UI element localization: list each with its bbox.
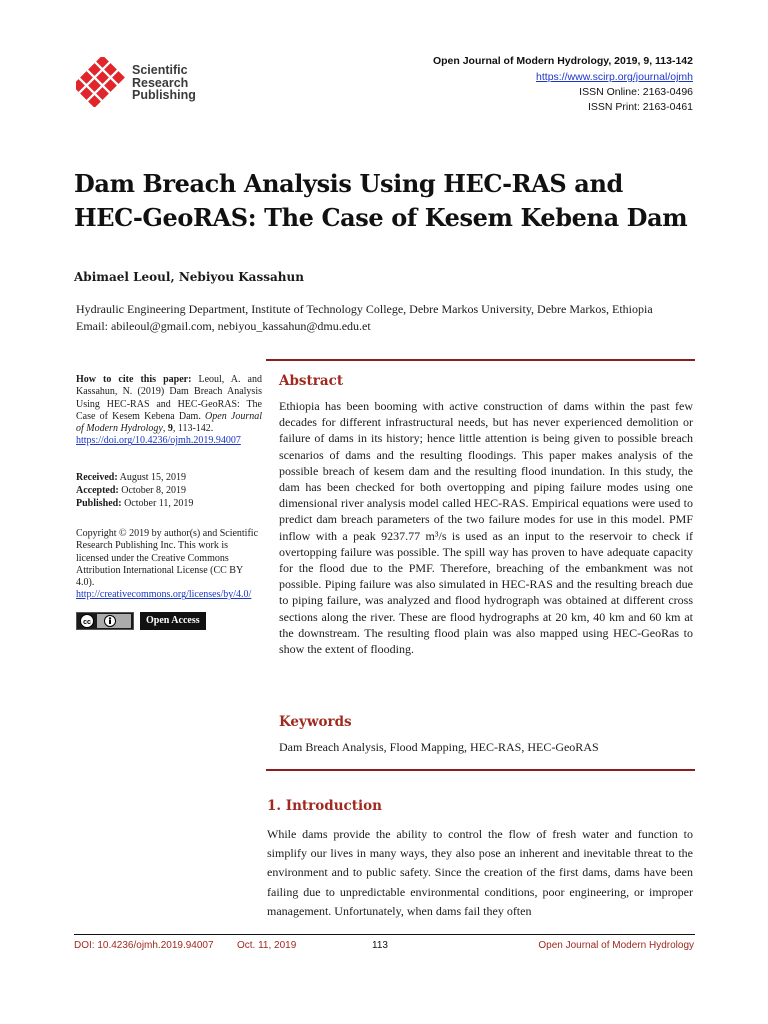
- footer-doi: DOI: 10.4236/ojmh.2019.94007: [74, 940, 214, 951]
- publisher-name-line: Publishing: [132, 88, 196, 102]
- issn-online: ISSN Online: 2163-0496: [579, 86, 693, 98]
- issn-print: ISSN Print: 2163-0461: [587, 101, 693, 113]
- page-number: 113: [372, 940, 388, 951]
- published-label: Published:: [76, 498, 122, 509]
- footer-journal: Open Journal of Modern Hydrology: [538, 940, 694, 951]
- citation-doi-link[interactable]: https://doi.org/10.4236/ojmh.2019.94007: [76, 435, 241, 447]
- citation-text: Leoul, A. and Kassahun, N. (2019) Dam Breach Analysis Using HEC-RAS and HEC-GeoRAS: The Case of Kesem Kebena Dam.: [76, 374, 263, 422]
- license-badges: [76, 612, 206, 632]
- accepted-label: Accepted:: [76, 485, 119, 496]
- citation-block: How to cite this paper: Leoul, A. and Kassahun, N. (2019) Dam Breach Analysis Using HEC-RAS and HEC-GeoRAS: The Case of Kesem Kebena Dam. Open Journal of Modern Hydrology, 9, 113-142. https://doi.org/10.4236/ojmh.2019.94007: [76, 374, 263, 447]
- citation-volume: 9: [167, 423, 173, 435]
- section-divider: [266, 769, 695, 771]
- license-link[interactable]: http://creativecommons.org/licenses/by/4.0/: [76, 589, 252, 601]
- publisher-name-line: Scientific: [132, 63, 188, 77]
- paper-title: [74, 167, 714, 235]
- citation-pages: , 113-142.: [172, 423, 214, 435]
- publisher-name-line: Research: [132, 75, 189, 90]
- copyright-text: Copyright © 2019 by author(s) and Scientific Research Publishing Inc. This work is licensed under the Creative Commons Attribution International License (CC BY 4.0).: [76, 528, 259, 589]
- citation-label: How to cite this paper:: [76, 374, 192, 385]
- publisher-name: [132, 64, 196, 102]
- introduction-heading: 1. Introduction: [267, 798, 382, 814]
- authors: Abimael Leoul, Nebiyou Kassahun: [74, 270, 304, 284]
- journal-reference: Open Journal of Modern Hydrology, 2019, 9, 113-142: [432, 55, 693, 67]
- email: Email: abileoul@gmail.com, nebiyou_kassahun@dmu.edu.et: [76, 319, 371, 333]
- journal-url-link[interactable]: https://www.scirp.org/journal/ojmh: [536, 71, 693, 83]
- affiliation: Hydraulic Engineering Department, Institute of Technology College, Debre Markos University, Debre Markos, Ethiopia: [76, 302, 653, 316]
- keywords-text: Dam Breach Analysis, Flood Mapping, HEC-RAS, HEC-GeoRAS: [279, 740, 599, 754]
- received-label: Received:: [76, 472, 118, 483]
- received-date: August 15, 2019: [119, 472, 187, 483]
- cc-by-icon[interactable]: [76, 612, 134, 630]
- paper-title-line: Dam Breach Analysis Using HEC-RAS and: [74, 169, 623, 198]
- section-divider: [266, 359, 695, 361]
- published-date: October 11, 2019: [124, 498, 194, 509]
- accepted-date: October 8, 2019: [121, 485, 186, 496]
- abstract-heading: Abstract: [279, 373, 344, 389]
- abstract-text: Ethiopia has been booming with active construction of dams within the past few decades for different infrastructural needs, but has never experienced demolition or failure of dams in its history; hence little attention is being given to possible breach scenarios of dams and the resulting floodings. This paper makes analysis of the possible breach of kesem dam and the resulting flood inundation. In this study, the dam has been checked for both overtopping and piping failure modes using one dimensional river analysis model called HEC-RAS. Empirical equations were used to predict dam breach parameters of the two failure modes for use in this model. PMF inflow with a peak 9237.77 m³/s is used as an input to the reservoir to check if overtopping failure was possible. The spill way has proven to have adequate capacity for the flood due to the PMF. Therefore, breaching of the embankment was not possible. Piping failure was also simulated in HEC-RAS and the resulting breach due to piping failure, was analyzed and flood hydrograph was obtained at different cross sections along the river. These are flood hydrographs at 20 km, 40 km and 60 km at the downstream. The resulting flood plain was also mapped using HEC-GeoRas to show the extent of flooding.: [279, 399, 693, 657]
- svg-text:cc: cc: [83, 619, 91, 626]
- paper-title-line: HEC-GeoRAS: The Case of Kesem Kebena Dam: [74, 203, 688, 232]
- open-access-badge: Open Access: [140, 612, 206, 630]
- introduction-text: While dams provide the ability to control the flow of fresh water and function to simplify our lives in many ways, they also pose an inherent and inevitable threat to the environment and to public safety. Since the creation of the first dams, dams have been failing due to unpredictable environmental conditions, poor engineering, or improper management. Unfortunately, when dams fail they often: [267, 827, 693, 918]
- footer-divider: [74, 934, 695, 935]
- keywords-heading: Keywords: [279, 714, 352, 730]
- copyright-block: [76, 528, 262, 602]
- footer-date: Oct. 11, 2019: [237, 940, 297, 951]
- citation-journal: Open Journal of Modern Hydrology: [76, 410, 263, 435]
- dates-block: [76, 471, 262, 510]
